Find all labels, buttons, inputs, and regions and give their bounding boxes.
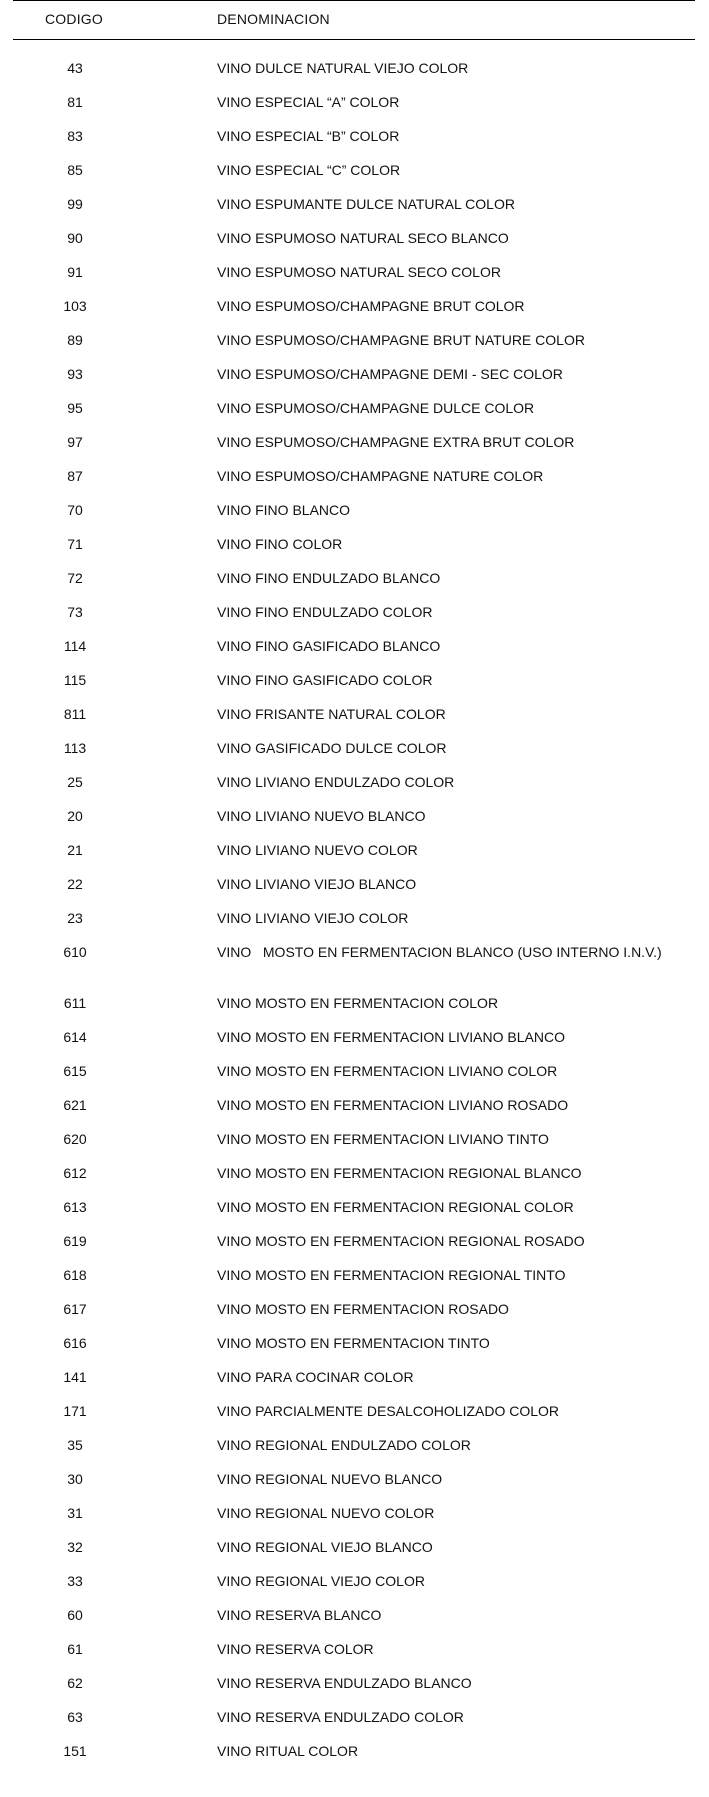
row-code: 99 [67,196,83,212]
table-row [13,52,695,86]
table-header [13,0,695,40]
row-code: 87 [67,468,83,484]
row-denomination: VINO FINO ENDULZADO BLANCO [217,570,441,586]
row-code: 614 [63,1029,87,1045]
table-row [13,1497,695,1531]
table-row [13,1327,695,1361]
table-row [13,936,695,987]
row-code: 616 [63,1335,87,1351]
row-denomination: VINO ESPUMOSO NATURAL SECO COLOR [217,264,501,280]
row-denomination: VINO PARCIALMENTE DESALCOHOLIZADO COLOR [217,1403,560,1419]
table-row [13,1395,695,1429]
row-code: 73 [67,604,83,620]
row-denomination: VINO RESERVA ENDULZADO BLANCO [217,1675,472,1691]
row-denomination: VINO REGIONAL VIEJO COLOR [217,1573,425,1589]
row-code: 61 [67,1641,83,1657]
row-code: 60 [67,1607,83,1623]
table-row [13,1361,695,1395]
row-denomination: VINO FINO BLANCO [217,502,351,518]
row-denomination: VINO LIVIANO VIEJO BLANCO [217,876,417,892]
row-denomination: VINO ESPUMOSO/CHAMPAGNE BRUT COLOR [217,298,525,314]
column-header-code: CODIGO [45,11,103,27]
row-denomination: VINO REGIONAL NUEVO BLANCO [217,1471,443,1487]
row-code: 151 [63,1743,87,1759]
table-row [13,1123,695,1157]
row-code: 23 [67,910,83,926]
row-code: 31 [67,1505,83,1521]
row-denomination: VINO MOSTO EN FERMENTACION ROSADO [217,1301,509,1317]
row-code: 30 [67,1471,83,1487]
row-code: 611 [63,995,87,1011]
row-denomination: VINO ESPUMANTE DULCE NATURAL COLOR [217,196,515,212]
row-code: 619 [63,1233,87,1249]
table-row [13,732,695,766]
row-code: 85 [67,162,83,178]
table-row [13,1633,695,1667]
table-row [13,800,695,834]
table-row [13,562,695,596]
table-row [13,1293,695,1327]
row-denomination: VINO RESERVA COLOR [217,1641,374,1657]
table-row [13,1089,695,1123]
table-row [13,698,695,732]
row-code: 612 [63,1165,87,1181]
row-denomination: VINO FINO GASIFICADO COLOR [217,672,433,688]
row-denomination: VINO MOSTO EN FERMENTACION TINTO [217,1335,490,1351]
table-row [13,86,695,120]
row-denomination: VINO ESPUMOSO/CHAMPAGNE BRUT NATURE COLOR [217,332,585,348]
row-denomination: VINO FRISANTE NATURAL COLOR [217,706,446,722]
column-header-denomination: DENOMINACION [217,11,330,27]
row-denomination: VINO MOSTO EN FERMENTACION REGIONAL BLANCO [217,1165,582,1181]
row-denomination: VINO MOSTO EN FERMENTACION BLANCO (USO INTERNO I.N.V.) [217,944,662,960]
row-denomination: VINO ESPECIAL “C” COLOR [217,162,401,178]
row-code: 93 [67,366,83,382]
row-denomination: VINO LIVIANO NUEVO BLANCO [217,808,426,824]
row-code: 32 [67,1539,83,1555]
table-row [13,596,695,630]
row-code: 25 [67,774,83,790]
codes-table [13,0,695,1769]
row-denomination: VINO REGIONAL NUEVO COLOR [217,1505,435,1521]
table-row [13,1599,695,1633]
row-code: 20 [67,808,83,824]
row-code: 171 [63,1403,87,1419]
row-code: 113 [63,740,87,756]
row-code: 81 [67,94,83,110]
row-code: 115 [63,672,87,688]
row-denomination: VINO MOSTO EN FERMENTACION REGIONAL ROSADO [217,1233,585,1249]
row-code: 95 [67,400,83,416]
row-code: 22 [67,876,83,892]
row-code: 90 [67,230,83,246]
table-row [13,1055,695,1089]
row-code: 70 [67,502,83,518]
table-row [13,664,695,698]
row-code: 35 [67,1437,83,1453]
row-code: 63 [67,1709,83,1725]
row-code: 617 [63,1301,87,1317]
row-denomination: VINO MOSTO EN FERMENTACION LIVIANO ROSADO [217,1097,569,1113]
table-row [13,1565,695,1599]
row-code: 91 [67,264,83,280]
table-row [13,392,695,426]
row-denomination: VINO MOSTO EN FERMENTACION LIVIANO BLANCO [217,1029,565,1045]
row-denomination: VINO LIVIANO NUEVO COLOR [217,842,418,858]
table-row [13,1735,695,1769]
table-row [13,460,695,494]
row-code: 811 [63,706,87,722]
row-code: 103 [63,298,87,314]
row-denomination: VINO MOSTO EN FERMENTACION COLOR [217,995,499,1011]
row-code: 615 [63,1063,87,1079]
table-row [13,1225,695,1259]
table-row [13,1463,695,1497]
table-row [13,987,695,1021]
table-row [13,1531,695,1565]
table-row [13,834,695,868]
row-denomination: VINO LIVIANO VIEJO COLOR [217,910,409,926]
row-code: 62 [67,1675,83,1691]
row-denomination: VINO ESPUMOSO/CHAMPAGNE NATURE COLOR [217,468,544,484]
table-row [13,1259,695,1293]
table-row [13,358,695,392]
table-row [13,426,695,460]
row-denomination: VINO ESPUMOSO/CHAMPAGNE DEMI - SEC COLOR [217,366,563,382]
row-code: 71 [67,536,83,552]
table-row [13,1667,695,1701]
table-row [13,120,695,154]
row-code: 114 [63,638,87,654]
table-row [13,1701,695,1735]
row-code: 43 [67,60,83,76]
row-code: 141 [63,1369,87,1385]
row-code: 620 [63,1131,87,1147]
row-denomination: VINO MOSTO EN FERMENTACION REGIONAL COLOR [217,1199,574,1215]
table-row [13,494,695,528]
table-row [13,222,695,256]
row-code: 21 [67,842,83,858]
row-code: 613 [63,1199,87,1215]
row-denomination: VINO FINO GASIFICADO BLANCO [217,638,441,654]
row-code: 618 [63,1267,87,1283]
row-denomination: VINO MOSTO EN FERMENTACION LIVIANO TINTO [217,1131,549,1147]
table-row [13,630,695,664]
row-denomination: VINO PARA COCINAR COLOR [217,1369,414,1385]
row-code: 610 [63,944,87,960]
row-denomination: VINO MOSTO EN FERMENTACION LIVIANO COLOR [217,1063,558,1079]
row-denomination: VINO RESERVA ENDULZADO COLOR [217,1709,464,1725]
row-code: 83 [67,128,83,144]
row-denomination: VINO FINO ENDULZADO COLOR [217,604,433,620]
table-row [13,766,695,800]
row-code: 72 [67,570,83,586]
table-body [13,52,695,1769]
row-code: 97 [67,434,83,450]
row-denomination: VINO DULCE NATURAL VIEJO COLOR [217,60,469,76]
table-row [13,1021,695,1055]
row-denomination: VINO REGIONAL VIEJO BLANCO [217,1539,433,1555]
row-denomination: VINO RESERVA BLANCO [217,1607,382,1623]
table-row [13,290,695,324]
row-denomination: VINO ESPUMOSO/CHAMPAGNE DULCE COLOR [217,400,535,416]
row-code: 89 [67,332,83,348]
row-denomination: VINO FINO COLOR [217,536,343,552]
row-denomination: VINO GASIFICADO DULCE COLOR [217,740,447,756]
row-denomination: VINO ESPECIAL “B” COLOR [217,128,400,144]
table-row [13,1157,695,1191]
row-denomination: VINO MOSTO EN FERMENTACION REGIONAL TINTO [217,1267,566,1283]
row-denomination: VINO REGIONAL ENDULZADO COLOR [217,1437,471,1453]
table-row [13,868,695,902]
table-row [13,188,695,222]
table-row [13,528,695,562]
row-denomination: VINO RITUAL COLOR [217,1743,359,1759]
table-row [13,1429,695,1463]
table-row [13,1191,695,1225]
row-code: 621 [63,1097,87,1113]
table-row [13,902,695,936]
table-row [13,154,695,188]
table-row [13,256,695,290]
row-denomination: VINO ESPUMOSO/CHAMPAGNE EXTRA BRUT COLOR [217,434,575,450]
row-denomination: VINO ESPECIAL “A” COLOR [217,94,400,110]
row-denomination: VINO LIVIANO ENDULZADO COLOR [217,774,455,790]
row-code: 33 [67,1573,83,1589]
table-row [13,324,695,358]
row-denomination: VINO ESPUMOSO NATURAL SECO BLANCO [217,230,509,246]
